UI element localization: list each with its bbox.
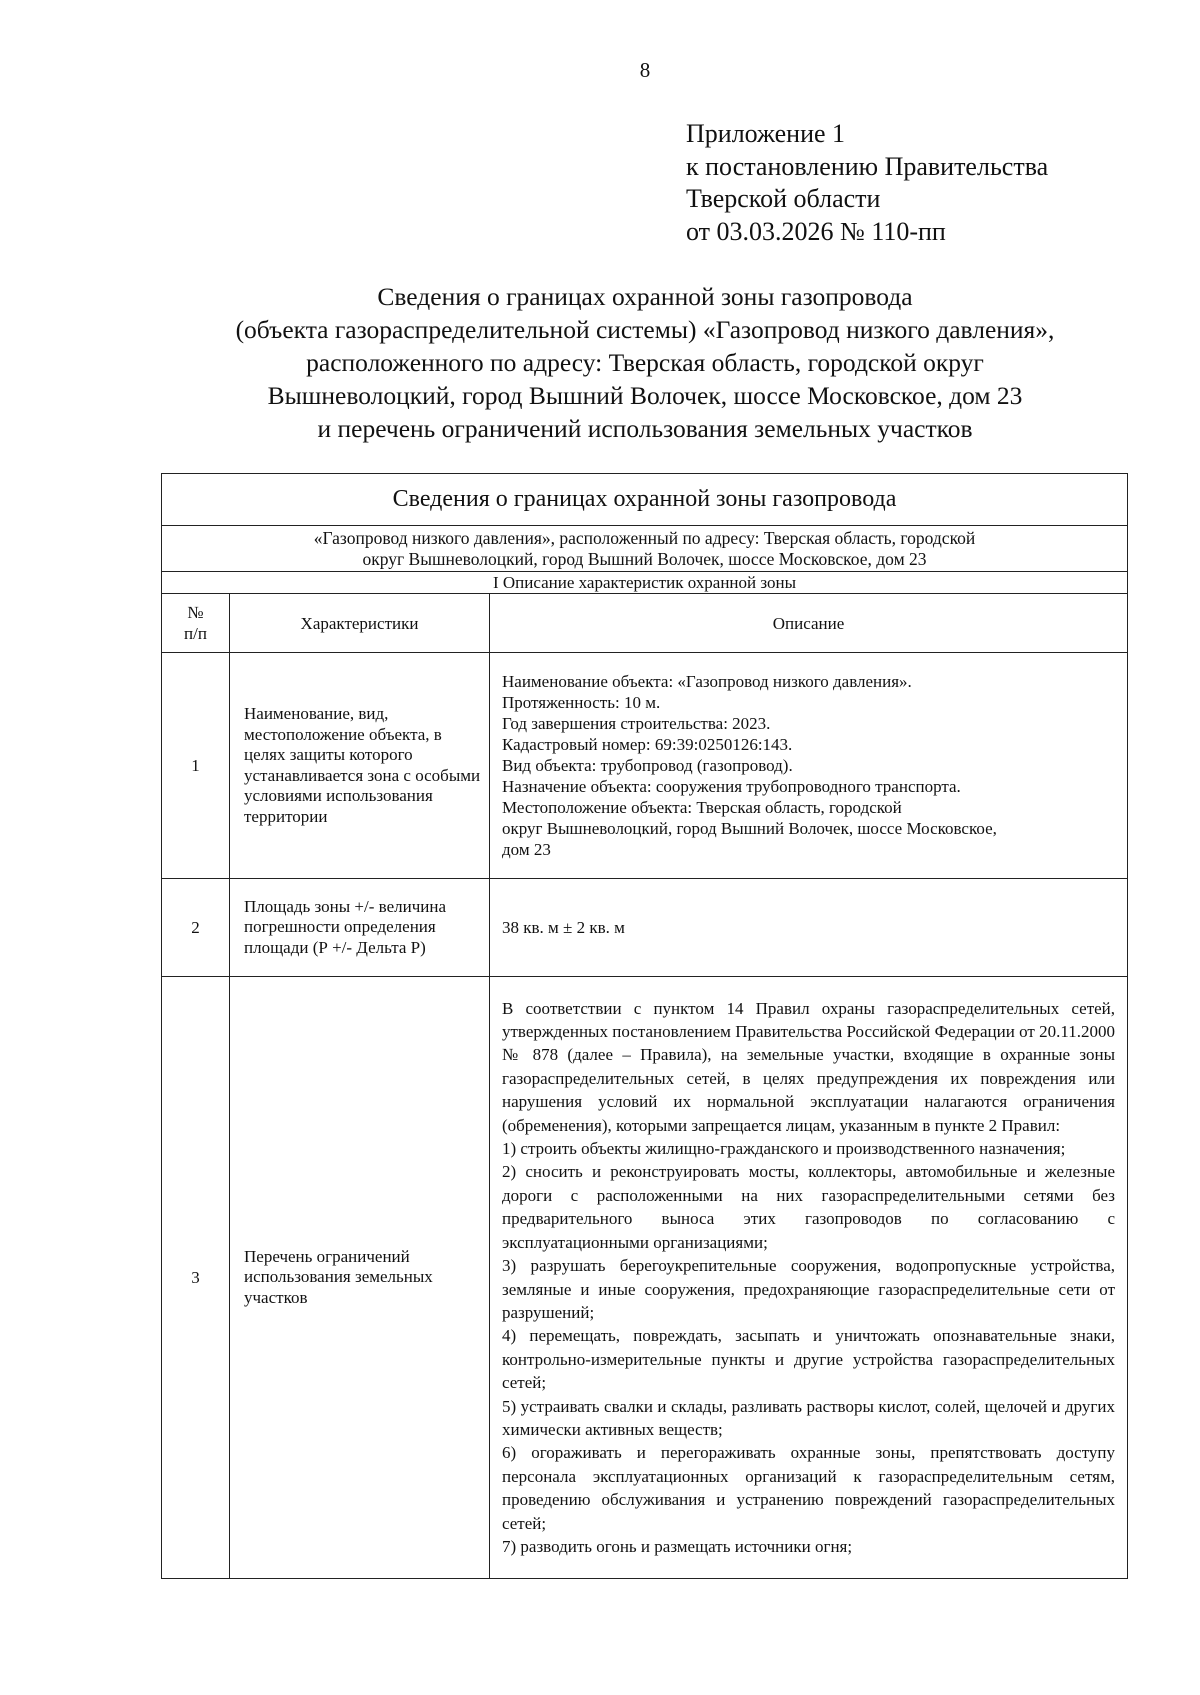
description-line: Местоположение объекта: Тверская область, городской bbox=[502, 798, 902, 817]
appendix-line: Тверской области bbox=[686, 184, 881, 213]
object-line: округ Вышневолоцкий, город Вышний Волочек, шоссе Московское, дом 23 bbox=[362, 548, 927, 569]
description-line: Протяженность: 10 м. bbox=[502, 693, 661, 712]
restriction-item: 7) разводить огонь и размещать источники огня; bbox=[502, 1536, 853, 1556]
table-object-description bbox=[162, 526, 1128, 572]
column-header-number-line: п/п bbox=[184, 624, 207, 643]
description-line: Кадастровый номер: 69:39:0250126:143. bbox=[502, 735, 793, 754]
column-header-characteristics: Характеристики bbox=[230, 594, 490, 653]
table-row bbox=[162, 977, 1128, 1579]
restriction-paragraph: В соответствии с пунктом 14 Правил охраны газораспределительных сетей, утвержденных постановлением Правительства Российской Федерации от 20.11.2000 № 878 (далее – Правила), на земельные участки, входящие в охранные зоны газораспределительных сетей, в целях предупреждения их повреждения или нарушения условий их нормальной эксплуатации налагаются ограничения (обременения), которыми запрещается лицам, указанным в пункте 2 Правил: bbox=[502, 998, 1116, 1135]
row-number: 2 bbox=[162, 879, 230, 977]
table-title: Сведения о границах охранной зоны газопровода bbox=[162, 474, 1128, 526]
column-header-number-line: № bbox=[187, 603, 204, 622]
description-line: Назначение объекта: сооружения трубопроводного транспорта. bbox=[502, 777, 961, 796]
appendix-line: от 03.03.2026 № 110-пп bbox=[686, 216, 946, 246]
restriction-item: 5) устраивать свалки и склады, разливать растворы кислот, солей, щелочей и других химически активных веществ; bbox=[502, 1396, 1116, 1439]
title-line: и перечень ограничений использования земельных участков bbox=[317, 414, 973, 443]
appendix-line: Приложение 1 bbox=[686, 119, 846, 148]
zone-info-table bbox=[161, 473, 1128, 1579]
row-description: 38 кв. м ± 2 кв. м bbox=[490, 879, 1128, 977]
section-heading: I Описание характеристик охранной зоны bbox=[162, 572, 1128, 594]
title-line: Вышневолоцкий, город Вышний Волочек, шоссе Московское, дом 23 bbox=[267, 381, 1023, 410]
title-line: расположенного по адресу: Тверская область, городской округ bbox=[306, 348, 984, 377]
restriction-item: 2) сносить и реконструировать мосты, коллекторы, автомобильные и железные дороги с расположенными на них газораспределительными сетями без предварительного выноса этих газопроводов по согласованию с эксплуатационными организациями; bbox=[502, 1162, 1116, 1252]
description-line: округ Вышневолоцкий, город Вышний Волочек, шоссе Московское, bbox=[502, 819, 997, 838]
description-line: дом 23 bbox=[502, 840, 551, 859]
appendix-line: к постановлению Правительства bbox=[686, 151, 1049, 181]
column-header-number bbox=[162, 594, 230, 653]
description-line: Наименование объекта: «Газопровод низкого давления». bbox=[502, 672, 912, 691]
document-title bbox=[150, 280, 1140, 445]
row-description bbox=[490, 653, 1128, 879]
row-number: 3 bbox=[162, 977, 230, 1579]
description-line: Год завершения строительства: 2023. bbox=[502, 714, 771, 733]
title-line: Сведения о границах охранной зоны газопровода bbox=[377, 282, 913, 311]
restriction-item: 6) огораживать и перегораживать охранные зоны, препятствовать доступу персонала эксплуатационных организаций к газораспределительным сетям, проведению обслуживания и устранению повреждений газораспределительных сетей; bbox=[502, 1443, 1116, 1533]
row-characteristic: Наименование, вид, местоположение объекта, в целях защиты которого устанавливается зона с особыми условиями использования территории bbox=[230, 653, 490, 879]
restriction-item: 3) разрушать берегоукрепительные сооружения, водопропускные устройства, земляные и иные сооружения, предохраняющие газораспределительные сети от разрушений; bbox=[502, 1256, 1116, 1322]
object-line: «Газопровод низкого давления», расположенный по адресу: Тверская область, городской bbox=[313, 527, 976, 548]
appendix-block bbox=[686, 118, 1048, 248]
restriction-item: 4) перемещать, повреждать, засыпать и уничтожать опознавательные знаки, контрольно-измерительные пункты и другие устройства газораспределительных сетей; bbox=[502, 1326, 1116, 1393]
title-line: (объекта газораспределительной системы) «Газопровод низкого давления», bbox=[235, 315, 1055, 344]
row-number: 1 bbox=[162, 653, 230, 879]
page-number: 8 bbox=[639, 58, 651, 82]
row-characteristic: Площадь зоны +/- величина погрешности определения площади (Р +/- Дельта Р) bbox=[230, 879, 490, 977]
restriction-item: 1) строить объекты жилищно-гражданского и производственного назначения; bbox=[502, 1139, 1066, 1159]
row-description bbox=[490, 977, 1128, 1579]
row-characteristic: Перечень ограничений использования земельных участков bbox=[230, 977, 490, 1579]
table-row bbox=[162, 653, 1128, 879]
column-header-description: Описание bbox=[490, 594, 1128, 653]
table-row bbox=[162, 879, 1128, 977]
description-line: Вид объекта: трубопровод (газопровод). bbox=[502, 756, 793, 775]
